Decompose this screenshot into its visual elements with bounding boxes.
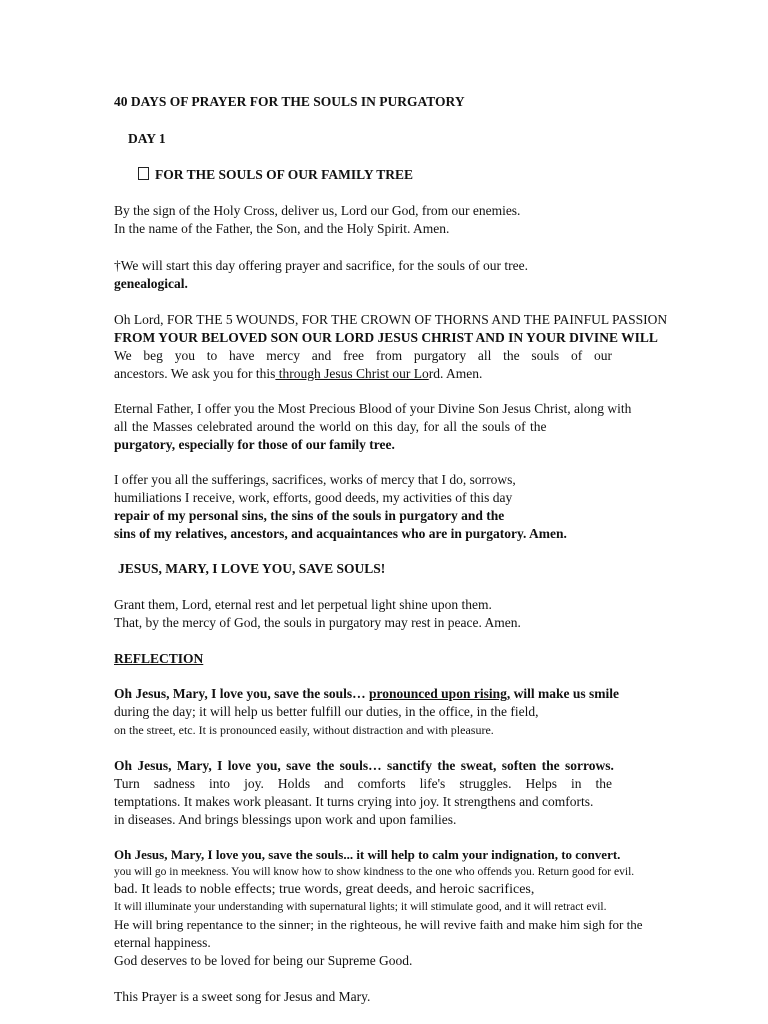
reflection-heading: REFLECTION bbox=[114, 651, 204, 666]
reflection-2-line-4: in diseases. And brings blessings upon work and upon families. bbox=[114, 812, 457, 827]
reflection-3-line-2: you will go in meekness. You will know how to show kindness to the one who offends you. Return good for evil. bbox=[114, 866, 635, 878]
reflection-2-line-1: Oh Jesus, Mary, I love you, save the souls… sanctify the sweat, soften the sorrows. bbox=[114, 758, 614, 773]
reflection-3-line-6: eternal happiness. bbox=[114, 935, 211, 950]
intention-heading bbox=[138, 166, 413, 184]
offering-sufferings-line-3: repair of my personal sins, the sins of the souls in purgatory and the bbox=[114, 508, 505, 523]
reflection-3-line-5: He will bring repentance to the sinner; in the righteous, he will revive faith and make him sigh for the bbox=[114, 917, 643, 932]
petition-line-1: Oh Lord, FOR THE 5 WOUNDS, FOR THE CROWN OF THORNS AND THE PAINFUL PASSION bbox=[114, 312, 668, 327]
offering-line-1: †We will start this day offering prayer and sacrifice, for the souls of our tree. bbox=[114, 258, 529, 273]
eternal-rest-line-2: That, by the mercy of God, the souls in purgatory may rest in peace. Amen. bbox=[114, 615, 521, 630]
eternal-father-line-3: purgatory, especially for those of our family tree. bbox=[114, 437, 395, 452]
petition-line-3: We beg you to have mercy and free from purgatory all the souls of our bbox=[114, 348, 612, 363]
reflection-3-line-1: Oh Jesus, Mary, I love you, save the souls... it will help to calm your indignation, to convert. bbox=[114, 847, 621, 862]
opening-line-1: By the sign of the Holy Cross, deliver us, Lord our God, from our enemies. bbox=[114, 203, 521, 218]
eternal-rest-line-1: Grant them, Lord, eternal rest and let perpetual light shine upon them. bbox=[114, 597, 492, 612]
reflection-3-line-3: bad. It leads to noble effects; true words, great deeds, and heroic sacrifices, bbox=[114, 882, 535, 897]
reflection-3-line-4: It will illuminate your understanding with supernatural lights; it will stimulate good, and it will retract evil. bbox=[114, 901, 607, 913]
offering-sufferings-line-2: humiliations I receive, work, efforts, good deeds, my activities of this day bbox=[114, 490, 513, 505]
petition-line-4 bbox=[114, 365, 482, 383]
reflection-1-line-1-start: Oh Jesus, Mary, I love you, save the souls… bbox=[114, 686, 370, 701]
intention-text: FOR THE SOULS OF OUR FAMILY TREE bbox=[155, 167, 414, 182]
reflection-1-line-1-end: will make us smile bbox=[510, 686, 619, 701]
exclamation-line: JESUS, MARY, I LOVE YOU, SAVE SOULS! bbox=[118, 561, 386, 576]
offering-line-2: genealogical. bbox=[114, 276, 188, 291]
reflection-2-line-2: Turn sadness into joy. Holds and comforts life's struggles. Helps in the bbox=[114, 776, 612, 791]
reflection-1-line-3: on the street, etc. It is pronounced easily, without distraction and with pleasure. bbox=[114, 723, 494, 737]
petition-line-4-start: ancestors. We ask you for this bbox=[114, 366, 276, 381]
petition-line-2: FROM YOUR BELOVED SON OUR LORD JESUS CHRIST AND IN YOUR DIVINE WILL bbox=[114, 330, 658, 345]
eternal-father-line-2: all the Masses celebrated around the world on this day, for all the souls of the bbox=[114, 419, 547, 434]
day-heading: DAY 1 bbox=[128, 131, 166, 146]
reflection-3-line-7: God deserves to be loved for being our Supreme Good. bbox=[114, 953, 413, 968]
closing-line: This Prayer is a sweet song for Jesus and Mary. bbox=[114, 989, 371, 1004]
offering-sufferings-line-1: I offer you all the sufferings, sacrifices, works of mercy that I do, sorrows, bbox=[114, 472, 516, 487]
document-title: 40 DAYS OF PRAYER FOR THE SOULS IN PURGATORY bbox=[114, 94, 465, 109]
opening-line-2: In the name of the Father, the Son, and the Holy Spirit. Amen. bbox=[114, 221, 450, 236]
petition-line-4-end: rd. Amen. bbox=[428, 366, 483, 381]
reflection-2-line-3: temptations. It makes work pleasant. It turns crying into joy. It strengthens and comforts. bbox=[114, 794, 594, 809]
reflection-1-line-1-underlined: pronounced upon rising, bbox=[369, 686, 511, 701]
offering-sufferings-line-4: sins of my relatives, ancestors, and acquaintances who are in purgatory. Amen. bbox=[114, 526, 567, 541]
reflection-1-line-2: during the day; it will help us better fulfill our duties, in the office, in the field, bbox=[114, 704, 539, 719]
checkbox-glyph-icon bbox=[138, 167, 149, 180]
petition-line-4-underlined: through Jesus Christ our Lo bbox=[275, 366, 429, 381]
reflection-1-line-1 bbox=[114, 685, 619, 703]
eternal-father-line-1: Eternal Father, I offer you the Most Precious Blood of your Divine Son Jesus Christ, along with bbox=[114, 401, 632, 416]
